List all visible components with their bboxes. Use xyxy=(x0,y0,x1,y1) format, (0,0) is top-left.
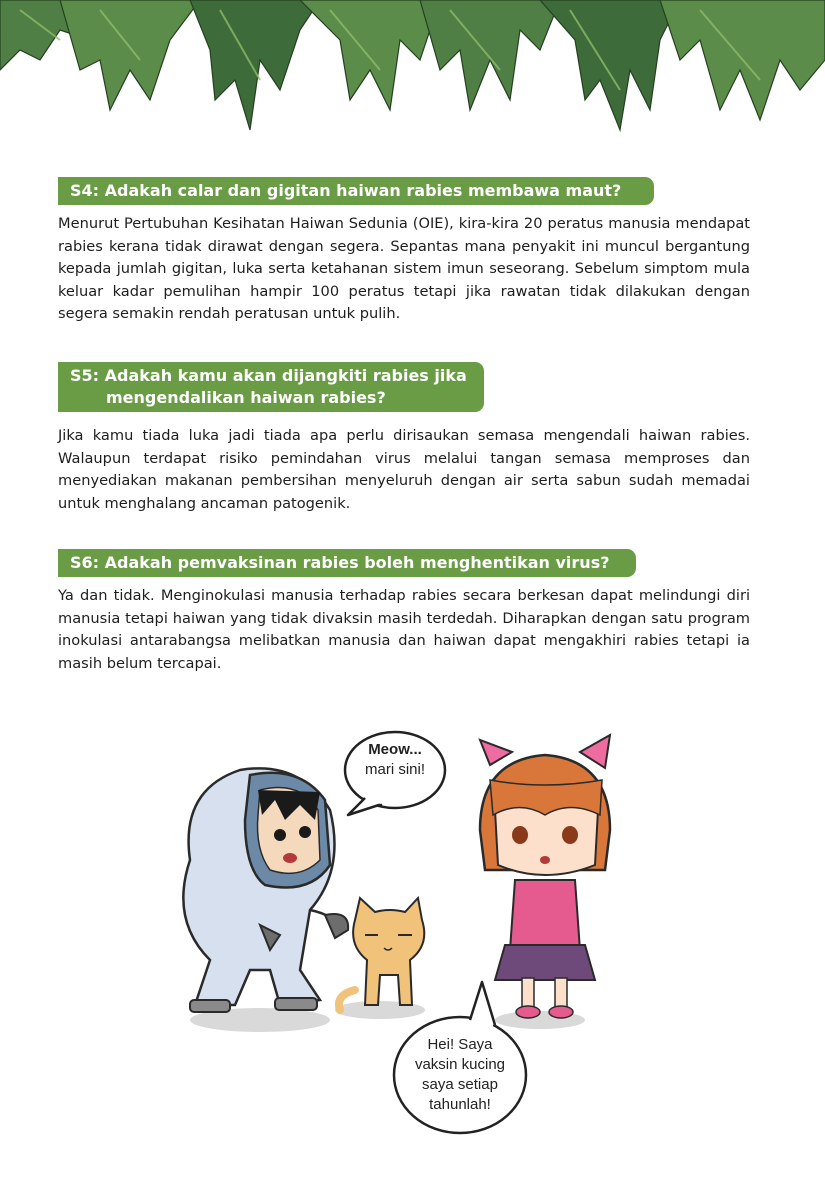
question-s6: S6: Adakah pemvaksinan rabies boleh menghentikan virus? xyxy=(70,553,610,572)
question-bar-s6 xyxy=(58,549,636,577)
answer-s6: Ya dan tidak. Menginokulasi manusia terhadap rabies secara berkesan dapat melindungi diri manusia tetapi haiwan yang tidak divaksin masih terdedah. Diharapkan dengan satu program inokulasi antarabangsa melibatkan manusia dan haiwan dapat mengakhiri rabies tetapi ia masih belum tercapai. xyxy=(58,587,750,672)
question-s4: S4: Adakah calar dan gigitan haiwan rabies membawa maut? xyxy=(70,181,622,200)
question-bar-s4 xyxy=(58,177,654,205)
speech-bubble-2-text xyxy=(395,1035,525,1115)
bubble2-line2: vaksin kucing xyxy=(414,1056,506,1073)
cat xyxy=(339,898,424,1010)
hazmat-suit-person xyxy=(183,768,348,1012)
pine-leaves-decoration xyxy=(0,0,825,160)
bubble1-text: mari sini! xyxy=(364,761,425,778)
question-s5-line1: S5: Adakah kamu akan dijangkiti rabies jika xyxy=(70,366,467,385)
girl-character xyxy=(480,735,610,1018)
answer-s4: Menurut Pertubuhan Kesihatan Haiwan Sedunia (OIE), kira-kira 20 peratus manusia mendapat rabies kerana tidak dirawat dengan segera. Sepantas mana penyakit ini muncul bergantung kepada jumlah gigitan, luka serta ketahanan sistem imun seseorang. Sebelum simptom mula keluar kadar pemulihan hampir 100 peratus tetapi jika rawatan tidak dilakukan dengan segera semakin rendah peratusan untuk pulih. xyxy=(58,215,750,322)
bubble2-line1: Hei! Saya xyxy=(427,1036,493,1053)
bubble2-line4: tahunlah! xyxy=(429,1096,491,1113)
answer-s5: Jika kamu tiada luka jadi tiada apa perlu dirisaukan semasa mengendali haiwan rabies. Walaupun terdapat risiko pemindahan virus melalui tangan semasa memproses dan menyediakan makanan pembersihan menyeluruh dengan air serta sabun sudah memadai untuk menghalang ancaman patogenik. xyxy=(58,427,750,512)
speech-bubble-1-text xyxy=(345,740,445,780)
bubble2-line3: saya setiap xyxy=(422,1076,498,1093)
question-s5-line2: mengendalikan haiwan rabies? xyxy=(106,388,386,407)
question-bar-s5 xyxy=(58,362,484,412)
bubble1-bold: Meow... xyxy=(368,741,422,758)
